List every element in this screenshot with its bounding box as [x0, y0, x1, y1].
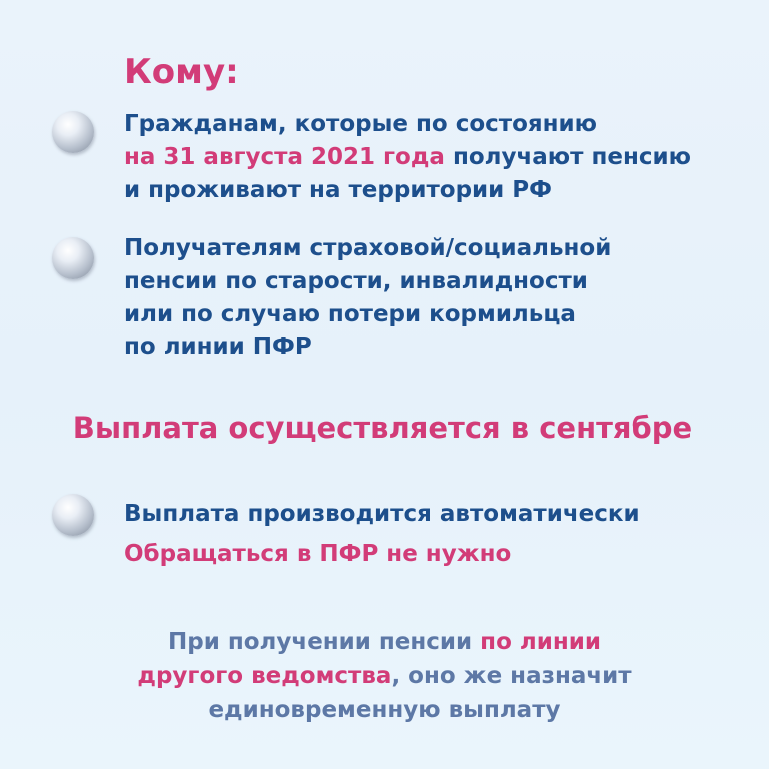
bullet-1-date-highlight: на 31 августа 2021 года	[124, 144, 445, 170]
bullet-1-line-3	[124, 174, 691, 207]
footer-text: единовременную выплату	[208, 697, 561, 723]
sphere-bullet-icon	[52, 494, 94, 536]
bullet-1-text: Гражданам, которые по состоянию	[124, 111, 598, 137]
bullet-1-line-2	[124, 141, 691, 174]
auto-payment-text: Выплата производится автоматически	[124, 501, 640, 527]
footer-note	[0, 625, 769, 727]
bullet-2-text: Получателям страховой/социальной	[124, 235, 612, 261]
heading-whom: Кому:	[124, 52, 239, 92]
bullet-block-1	[124, 108, 691, 207]
footer-line-2	[0, 659, 769, 693]
sphere-bullet-icon	[52, 237, 94, 279]
bullet-1-text: и проживают на территории РФ	[124, 177, 552, 203]
bullet-2-line-3	[124, 298, 611, 331]
footer-text: При получении пенсии	[168, 629, 481, 655]
bullet-2-text: или по случаю потери кормильца	[124, 301, 576, 327]
no-need-to-apply-text: Обращаться в ПФР не нужно	[124, 541, 512, 567]
bullet-1-text: получают пенсию	[444, 144, 691, 170]
footer-text: , оно же назначит	[391, 663, 632, 689]
bullet-2-text: по линии ПФР	[124, 334, 312, 360]
bullet-block-2	[124, 232, 611, 364]
auto-payment-block	[124, 494, 640, 574]
bullet-1-line-1	[124, 108, 691, 141]
bullet-2-line-2	[124, 265, 611, 298]
bullet-2-line-4	[124, 331, 611, 364]
sphere-bullet-icon	[52, 111, 94, 153]
bullet-2-text: пенсии по старости, инвалидности	[124, 268, 588, 294]
footer-highlight: другого ведомства	[137, 663, 392, 689]
september-notice: Выплата осуществляется в сентябре	[72, 411, 693, 445]
footer-highlight: по линии	[480, 629, 601, 655]
bullet-2-line-1	[124, 232, 611, 265]
footer-line-1	[0, 625, 769, 659]
